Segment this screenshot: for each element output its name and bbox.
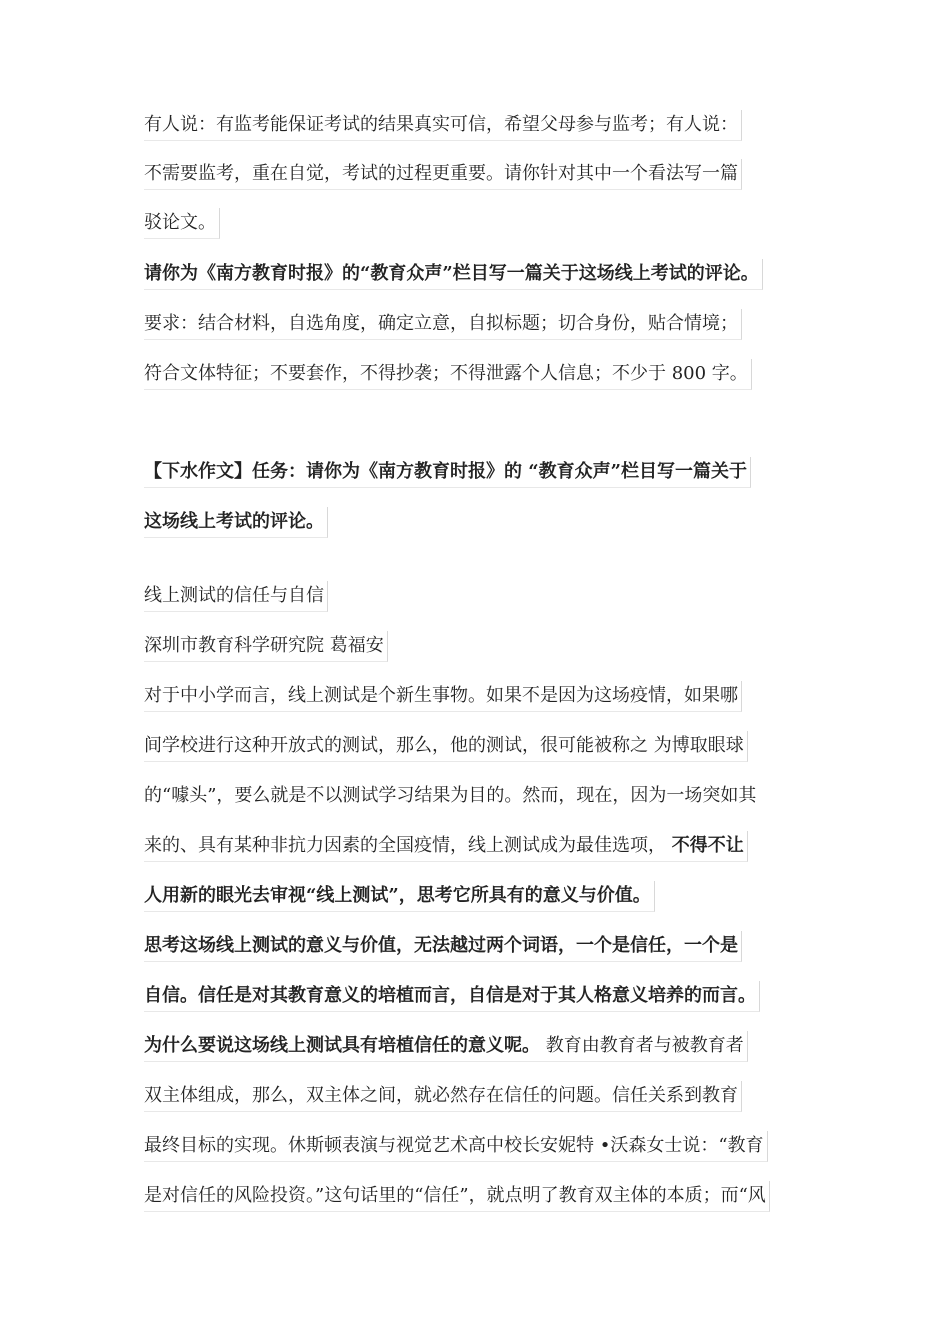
essay-p1-line-4 [144,831,748,862]
prompt-line-2: 不需要监考，重在自觉，考试的过程更重要。请你针对其中一个看法写一篇 [144,159,742,190]
essay-p1-line-5: 人用新的眼光去审视“线上测试”，思考它所具有的意义与价值。 [144,881,655,912]
prompt-line-3: 驳论文。 [144,208,220,239]
section-heading-line-1: 【下水作文】任务：请你为《南方教育时报》的 “教育众声”栏目写一篇关于 [144,457,751,488]
essay-p3-line-3: 最终目标的实现。休斯顿表演与视觉艺术高中校长安妮特 •沃森女士说：“教育 [144,1131,768,1162]
essay-author: 深圳市教育科学研究院 葛福安 [144,631,388,662]
essay-p1-line-4-text: 来的、具有某种非抗力因素的全国疫情，线上测试成为最佳选项， [144,835,666,856]
essay-p3-line-4: 是对信任的风险投资。”这句话里的“信任”，就点明了教育双主体的本质；而“风 [144,1181,770,1212]
essay-p3-line-1-bold: 为什么要说这场线上测试具有培植信任的意义呢。 [144,1035,540,1056]
task-statement: 请你为《南方教育时报》的“教育众声”栏目写一篇关于这场线上考试的评论。 [144,259,763,290]
essay-p1-line-1: 对于中小学而言，线上测试是个新生事物。如果不是因为这场疫情，如果哪 [144,681,742,712]
essay-p1-line-4-bold: 不得不让 [671,835,744,856]
requirements-line-2: 符合文体特征；不要套作，不得抄袭；不得泄露个人信息；不少于 800 字。 [144,359,752,390]
prompt-line-1: 有人说：有监考能保证考试的结果真实可信，希望父母参与监考；有人说： [144,110,742,141]
essay-p1-line-2: 间学校进行这种开放式的测试，那么，他的测试，很可能被称之 为博取眼球 [144,731,748,762]
section-heading-line-2: 这场线上考试的评论。 [144,507,328,538]
requirements-line-1: 要求：结合材料，自选角度，确定立意，自拟标题；切合身份，贴合情境； [144,309,742,340]
essay-p3-line-1 [144,1031,748,1062]
essay-p2-line-1: 思考这场线上测试的意义与价值，无法越过两个词语，一个是信任，一个是 [144,931,742,962]
essay-p3-line-1-text: 教育由教育者与被教育者 [545,1035,744,1056]
essay-p1-line-3: 的“噱头”，要么就是不以测试学习结果为目的。然而，现在，因为一场突如其 [144,785,757,806]
essay-p2-line-2: 自信。信任是对其教育意义的培植而言，自信是对于其人格意义培养的而言。 [144,981,760,1012]
essay-p3-line-2: 双主体组成，那么，双主体之间，就必然存在信任的问题。信任关系到教育 [144,1081,742,1112]
essay-title: 线上测试的信任与自信 [144,581,328,612]
